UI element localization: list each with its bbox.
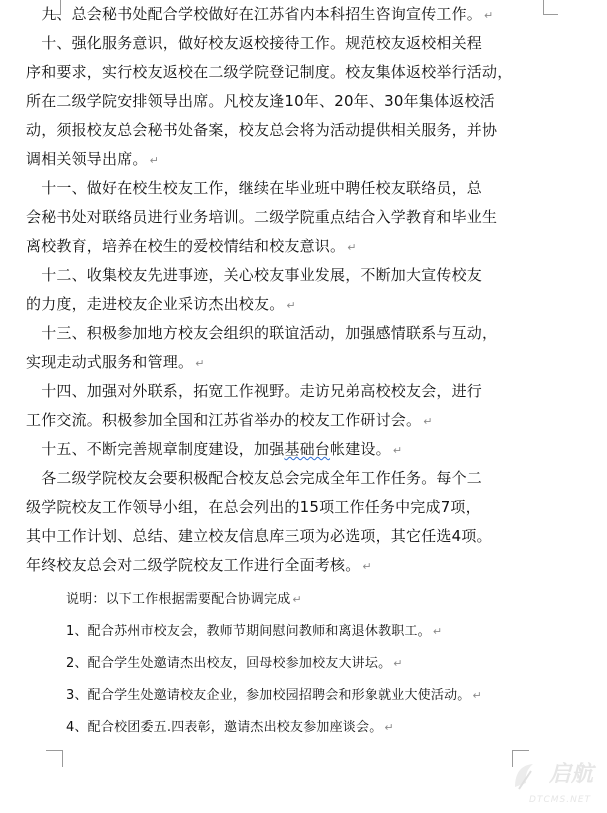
notes-title: 说明：以下工作根据需要配合协调完成 ↵: [66, 592, 302, 607]
paragraph-ten-line-4: 动，须报校友总会秘书处备案，校友总会将为活动提供相关服务，并协: [26, 121, 498, 139]
crop-mark-top-right: [543, 0, 558, 15]
summary-paragraph-line-4: 年终校友总会对二级学院校友工作进行全面考核。 ↵: [26, 556, 372, 574]
note-item-3: 3、配合学生处邀请校友企业，参加校园招聘会和形象就业大使活动。 ↵: [66, 688, 482, 703]
paragraph-thirteen-line-2: 实现走动式服务和管理。 ↵: [26, 353, 205, 371]
spellcheck-underlined-text: 基础台: [284, 440, 331, 458]
paragraph-twelve-line-1: 十二、收集校友先进事迹，关心校友事业发展，不断加大宣传校友: [26, 266, 483, 284]
summary-paragraph-line-3: 其中工作计划、总结、建立校友信息库三项为必选项，其它任选4项。: [26, 527, 492, 545]
paragraph-ten-line-1: 十、强化服务意识，做好校友返校接待工作。规范校友返校相关程: [26, 34, 483, 52]
crop-mark-bottom-left: [46, 750, 63, 767]
note-item-2: 2、配合学生处邀请杰出校友，回母校参加校友大讲坛。 ↵: [66, 656, 403, 671]
paragraph-twelve-line-2: 的力度，走进校友企业采访杰出校友。 ↵: [26, 295, 296, 313]
paragraph-eleven-line-2: 会秘书处对联络员进行业务培训。二级学院重点结合入学教育和毕业生: [26, 208, 498, 226]
paragraph-eleven-line-3: 离校教育，培养在校生的爱校情结和校友意识。 ↵: [26, 237, 357, 255]
paragraph-ten-line-3: 所在二级学院安排领导出席。凡校友逢10年、20年、30年集体返校活: [26, 92, 495, 110]
note-item-1: 1、配合苏州市校友会，教师节期间慰问教师和离退休教职工。 ↵: [66, 624, 443, 639]
paragraph-fourteen-line-1: 十四、加强对外联系，拓宽工作视野。走访兄弟高校校友会，进行: [26, 382, 483, 400]
watermark-site-text: DTCMS.NET: [529, 795, 591, 805]
summary-paragraph-line-2: 级学院校友工作领导小组，在总会列出的15项工作任务中完成7项，: [26, 498, 481, 516]
paragraph-nine-line-1: 九、总会秘书处配合学校做好在江苏省内本科招生咨询宣传工作。 ↵: [26, 5, 494, 23]
paragraph-eleven-line-1: 十一、做好在校生校友工作，继续在毕业班中聘任校友联络员，总: [26, 179, 483, 197]
paragraph-thirteen-line-1: 十三、积极参加地方校友会组织的联谊活动，加强感情联系与互动，: [26, 324, 498, 342]
paragraph-fifteen-line-1: 十五、不断完善规章制度建设，加强基础台帐建设。 ↵: [26, 440, 403, 458]
paragraph-ten-line-2: 序和要求，实行校友返校在二级学院登记制度。校友集体返校举行活动，: [26, 63, 513, 81]
watermark-logo-text: 启航: [548, 762, 593, 787]
summary-paragraph-line-1: 各二级学院校友会要积极配合校友总会完成全年工作任务。每个二: [26, 469, 483, 487]
paragraph-fourteen-line-2: 工作交流。积极参加全国和江苏省举办的校友工作研讨会。 ↵: [26, 411, 433, 429]
site-watermark: [509, 757, 599, 807]
paragraph-ten-line-5: 调相关领导出席。 ↵: [26, 150, 160, 168]
watermark-logo-icon: [511, 761, 537, 791]
note-item-4: 4、配合校团委五.四表彰，邀请杰出校友参加座谈会。 ↵: [66, 720, 394, 735]
